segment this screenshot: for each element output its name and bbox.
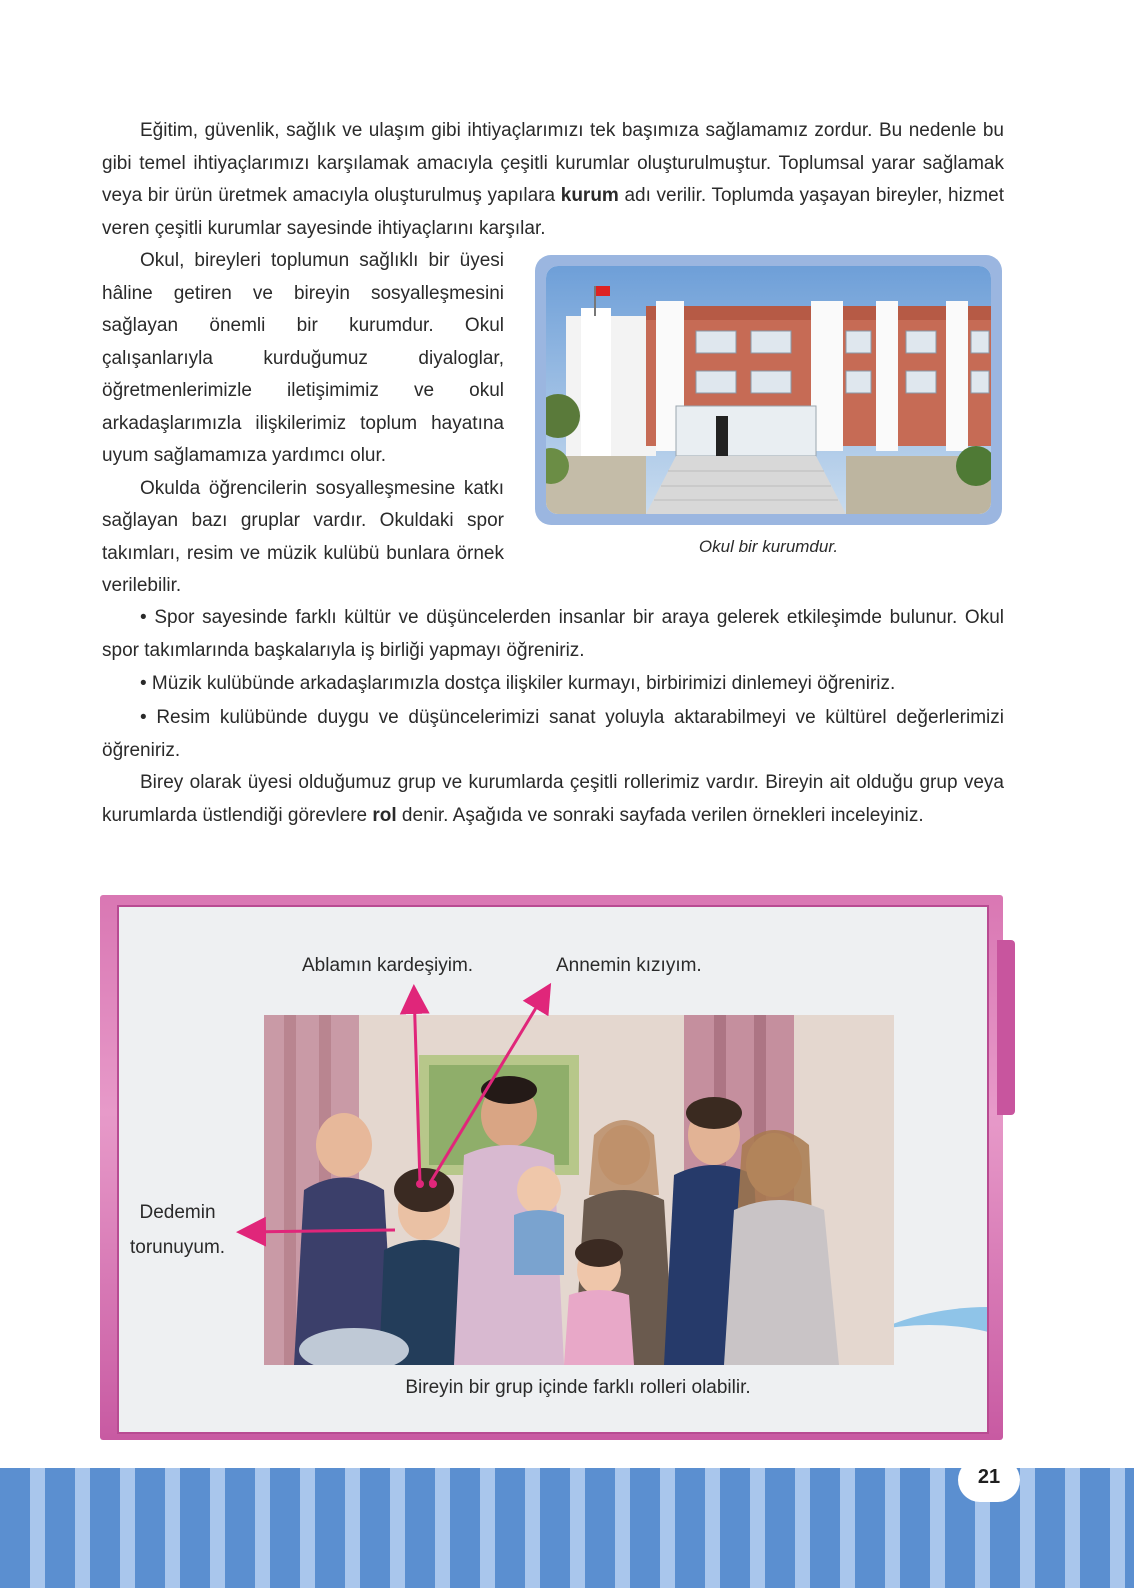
school-caption: Okul bir kurumdur. — [698, 537, 839, 556]
school-photo — [546, 266, 991, 514]
school-paragraph: Okul, bireyleri toplumun sağlıklı bir üyesi hâline getiren ve bireyin sosyalleşmesini sağlayan önemli bir kurumdur. Okul çalışanlarıyla kurduğumuz diyaloglar, öğretmenlerimizle iletişimimiz ve okul arkadaşlarımızla ilişkilerimiz toplum hayatına uyum sağlamamıza yardımcı olur. — [102, 250, 504, 466]
family-photo — [264, 1015, 894, 1365]
role-text-1: Birey olarak üyesi olduğumuz grup ve kurumlarda çeşitli rollerimiz vardır. Bireyin ait olduğu grup veya kurumlarda üstlendiği görevlere — [102, 772, 1004, 826]
family-figure-tab — [997, 940, 1015, 1115]
intro-text-1: Eğitim, güvenlik, sağlık ve ulaşım gibi ihtiyaçlarımızı tek başımıza sağlamamız zordur. Bu nedenle bu gibi temel ihtiyaçlarımızı karşılamak amacıyla çeşitli kurumlar oluşturulmuştur. Toplumsal yarar sağlamak veya bir ürün üretmek amacıyla oluşturulmuş yapılara — [102, 120, 1004, 206]
page-number: 21 — [977, 1466, 1001, 1488]
term-kurum: kurum — [560, 185, 619, 206]
left-column — [102, 245, 504, 603]
term-rol: rol — [372, 804, 397, 826]
role-paragraph — [102, 767, 1004, 832]
bullet-art: • Resim kulübünde duygu ve düşüncelerimizi sanat yoluyla aktarabilmeyi ve kültürel değerlerimizi öğreniriz. — [102, 707, 1004, 761]
role-label-grandchild-line1: Dedemin — [139, 1202, 216, 1223]
intro-text-2: adı verilir. Toplumda yaşayan bireyler, hizmet veren çeşitli kurumlar sayesinde ihtiyaçlarını karşılar. — [102, 185, 1005, 239]
role-label-sister: Ablamın kardeşiyim. — [302, 955, 474, 976]
intro-paragraph — [102, 115, 1004, 245]
school-building-illustration — [546, 266, 991, 514]
bullet-sport: • Spor sayesinde farklı kültür ve düşüncelerden insanlar bir araya gelerek etkileşimde bulunur. Okul spor takımlarında başkalarıyla iş birliği yapmayı öğreniriz. — [102, 607, 1004, 661]
role-label-grandchild — [130, 1195, 225, 1265]
role-label-daughter: Annemin kızıyım. — [556, 955, 702, 976]
family-photo-illustration — [264, 1015, 894, 1365]
bullet-music: • Müzik kulübünde arkadaşlarımızla dostça ilişkiler kurmayı, birbirimizi dinlemeyi öğreniriz. — [140, 673, 896, 694]
family-caption: Bireyin bir grup içinde farklı rolleri olabilir. — [405, 1377, 751, 1398]
role-text-2: denir. Aşağıda ve sonraki sayfada verilen örnekleri inceleyiniz. — [396, 804, 924, 826]
role-label-grandchild-line2: torunuyum. — [130, 1237, 226, 1258]
school-photo-frame — [535, 255, 1002, 525]
groups-paragraph: Okulda öğrencilerin sosyalleşmesine katkı sağlayan bazı gruplar vardır. Okuldaki spor takımları, resim ve müzik kulübü bunlara örnek verilebilir. — [102, 477, 504, 596]
